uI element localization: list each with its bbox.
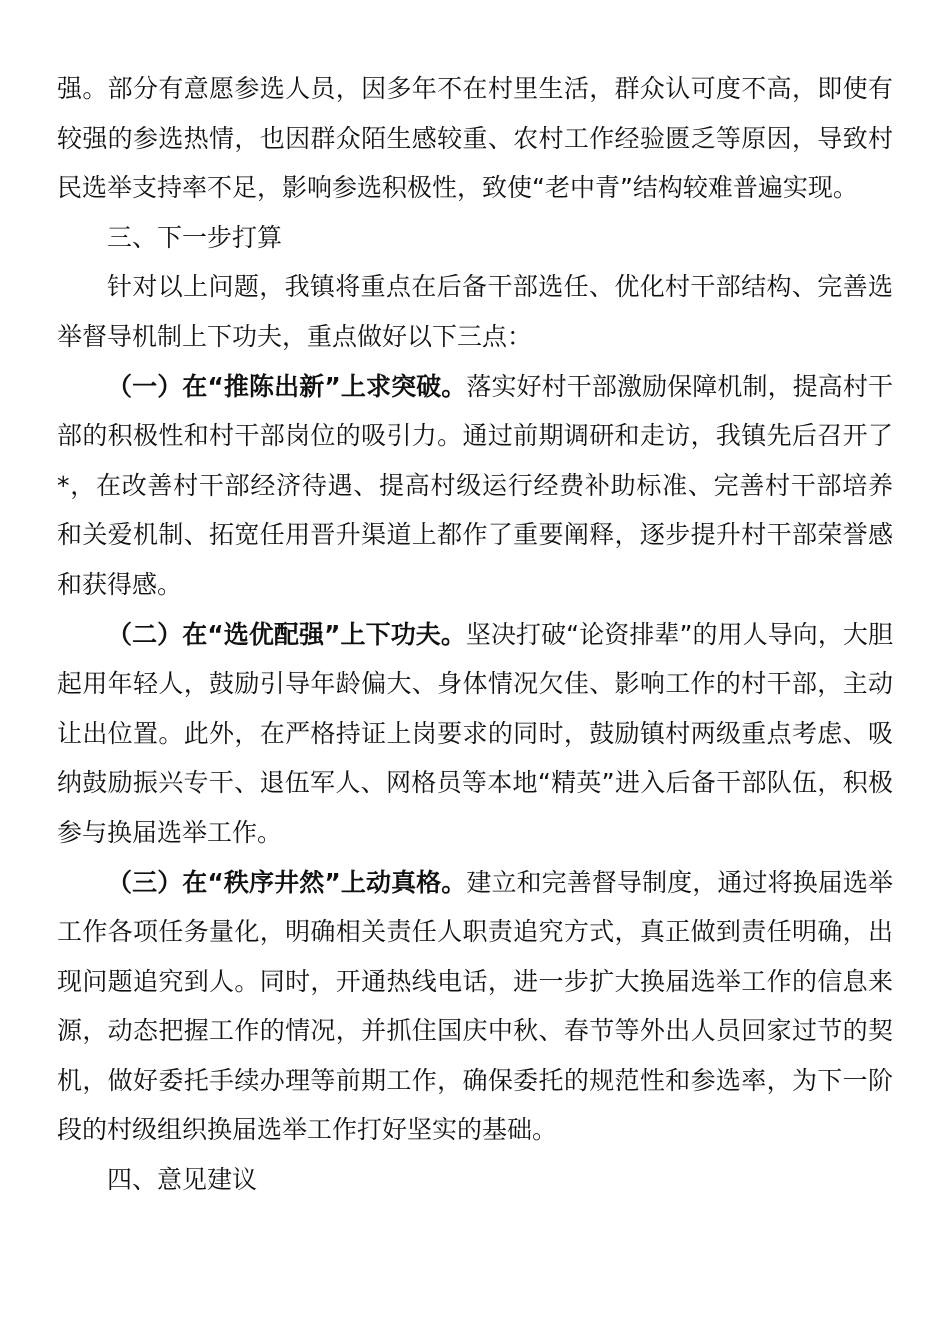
section-3-intro: 针对以上问题，我镇将重点在后备干部选任、优化村干部结构、完善选举督导机制上下功夫，重点做好以下三点： — [57, 272, 893, 351]
item-3-body: 建立和完善督导制度，通过将换届选举工作各项任务量化，明确相关责任人职责追究方式，真正做到责任明确，出现问题追究到人。同时，开通热线电话，进一步扩大换届选举工作的信息来源，动态把握工作的情况，并抓住国庆中秋、春节等外出人员回家过节的契机，做好委托手续办理等前期工作，确保委托的规范性和参选率，为下一阶段的村级组织换届选举工作打好坚实的基础。 — [57, 867, 893, 1145]
item-1-paragraph — [57, 362, 893, 610]
item-3-paragraph — [57, 858, 893, 1156]
document-body — [57, 64, 893, 1205]
item-1-body: 落实好村干部激励保障机制，提高村干部的积极性和村干部岗位的吸引力。通过前期调研和走访，我镇先后召开了*，在改善村干部经济待遇、提高村级运行经费补助标准、完善村干部培养和关爱机制、拓宽任用晋升渠道上都作了重要阐释，逐步提升村干部荣誉感和获得感。 — [57, 371, 893, 599]
item-2-paragraph — [57, 610, 893, 858]
section-4-heading: 四、意见建议 — [107, 1165, 258, 1195]
item-2-body: 坚决打破“论资排辈”的用人导向，大胆起用年轻人，鼓励引导年龄偏大、身体情况欠佳、影响工作的村干部，主动让出位置。此外，在严格持证上岗要求的同时，鼓励镇村两级重点考虑、吸纳鼓励振兴专干、退伍军人、网格员等本地“精英”进入后备干部队伍，积极参与换届选举工作。 — [57, 619, 893, 847]
item-2-title: （二）在“选优配强”上下功夫。 — [107, 619, 466, 649]
section-3-heading: 三、下一步打算 — [107, 222, 283, 252]
paragraph-continuation: 强。部分有意愿参选人员，因多年不在村里生活，群众认可度不高，即使有较强的参选热情，也因群众陌生感较重、农村工作经验匮乏等原因，导致村民选举支持率不足，影响参选积极性，致使“老中青”结构较难普遍实现。 — [57, 74, 893, 203]
item-3-title: （三）在“秩序井然”上动真格。 — [107, 867, 467, 897]
item-1-title: （一）在“推陈出新”上求突破。 — [107, 371, 467, 401]
